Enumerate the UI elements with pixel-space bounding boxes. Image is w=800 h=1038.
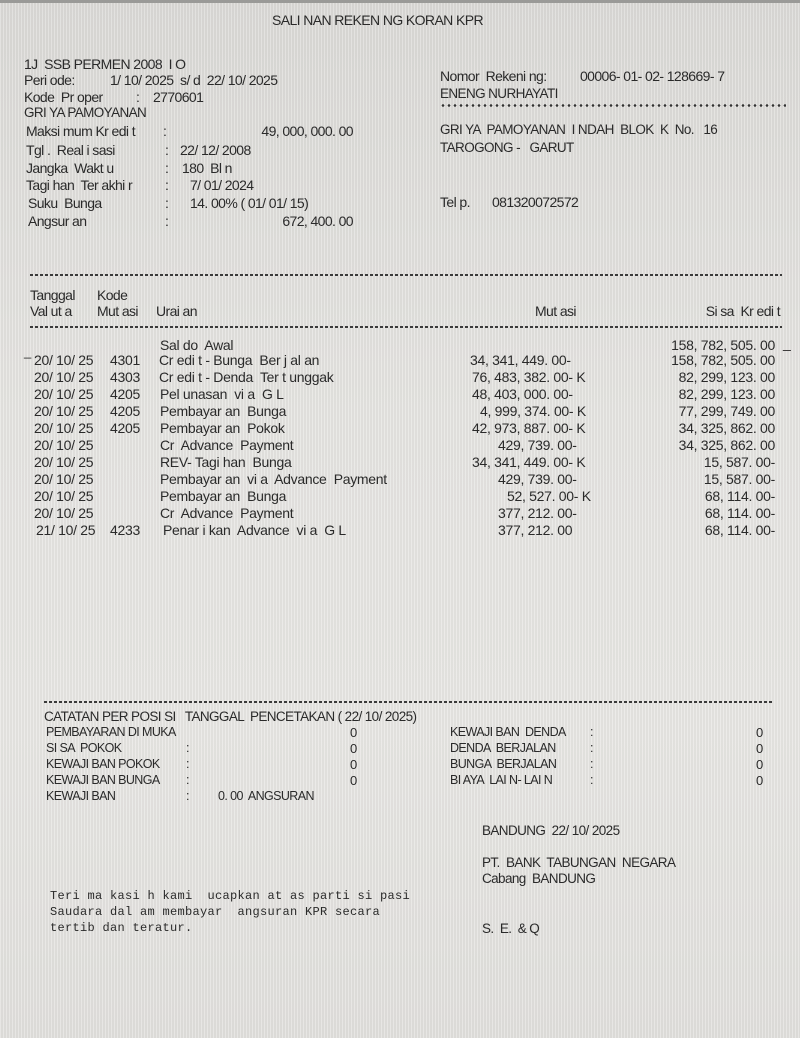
row-date: 20/ 10/ 25 (34, 369, 94, 385)
notes-separator (44, 701, 772, 703)
row-date: 20/ 10/ 25 (34, 352, 94, 368)
colon: : (186, 789, 189, 803)
note-label: SI SA POKOK (46, 741, 122, 755)
phone-value: 081320072572 (492, 194, 579, 210)
row-uraian: Pembayar an Bunga (160, 403, 287, 419)
loan-info-label: Angsur an (28, 213, 87, 229)
row-date: 20/ 10/ 25 (34, 437, 94, 453)
row-uraian: REV- Tagi han Bunga (160, 454, 292, 470)
note-label: KEWAJI BAN DENDA (450, 725, 566, 739)
row-sisa: 68, 114. 00- (704, 488, 775, 504)
row-code: 4233 (110, 522, 140, 538)
loan-info-label: Tagi han Ter akhi r (26, 177, 133, 193)
dotted-separator (440, 104, 786, 107)
header-kode: Kode (97, 287, 128, 303)
loan-info-label: Jangka Wakt u (26, 160, 114, 176)
cursor-mark: _ (24, 344, 32, 359)
header-mutasi: Mut asi (535, 303, 576, 319)
row-date: 20/ 10/ 25 (34, 505, 94, 521)
header-mutasi-code: Mut asi (97, 303, 138, 319)
row-mutasi: 377, 212. 00 (498, 522, 573, 538)
row-date: 20/ 10/ 25 (34, 454, 94, 470)
row-date: 20/ 10/ 25 (34, 386, 94, 402)
place-date: BANDUNG 22/ 10/ 2025 (482, 823, 620, 838)
table-row (0, 522, 800, 539)
row-sisa: 82, 299, 123. 00 (678, 369, 775, 385)
row-sisa: 68, 114. 00- (704, 505, 775, 521)
tagihan-terakhir-value: 7/ 01/ 2024 (190, 177, 254, 193)
row-date: 20/ 10/ 25 (34, 471, 94, 487)
notes-title: CATATAN PER POSI SI TANGGAL PENCETAKAN ( 22/ 10/ 2025) (44, 709, 417, 724)
row-mutasi: 377, 212. 00- (498, 505, 577, 521)
code-line: 1J SSB PERMEN 2008 I O (24, 56, 186, 72)
row-sisa: 158, 782, 505. 00 (671, 352, 775, 368)
address-line-2: TAROGONG - GARUT (440, 140, 574, 155)
page-top-edge (0, 0, 800, 3)
row-mutasi: 429, 739. 00- (498, 437, 577, 453)
colon: : (136, 89, 140, 105)
table-row (0, 437, 800, 454)
opening-sisa: 158, 782, 505. 00 (671, 337, 775, 353)
note-value: 0 (350, 773, 357, 788)
customer-name: ENENG NURHAYATI (440, 86, 558, 101)
table-row (0, 488, 800, 505)
colon: : (163, 123, 167, 139)
row-date: 21/ 10/ 25 (36, 522, 96, 538)
row-sisa: 34, 325, 862. 00 (678, 420, 775, 436)
thanks-line-3: tertib dan teratur. (50, 921, 193, 935)
row-uraian: Pembayar an vi a Advance Payment (160, 471, 387, 487)
note-value: 0 (756, 741, 763, 756)
note-value: 0 (756, 773, 763, 788)
table-row (0, 471, 800, 488)
row-code: 4205 (110, 386, 140, 402)
row-code: 4303 (110, 369, 140, 385)
row-sisa: 68, 114. 00- (704, 522, 775, 538)
note-value: 0 (756, 757, 763, 772)
row-code: 4205 (110, 403, 140, 419)
kewajiban-value: 0. 00 ANGSURAN (218, 789, 314, 803)
account-number-label: Nomor Rekeni ng: (440, 68, 547, 84)
row-uraian: Cr Advance Payment (160, 437, 294, 453)
cursor-mark: _ (783, 335, 791, 351)
table-row (0, 403, 800, 420)
row-date: 20/ 10/ 25 (34, 488, 94, 504)
row-code: 4205 (110, 420, 140, 436)
row-mutasi: 76, 483, 382. 00- K (472, 369, 586, 385)
kewajiban-label: KEWAJI BAN (46, 789, 116, 803)
colon: : (186, 773, 189, 787)
row-mutasi: 42, 973, 887. 00- K (472, 420, 586, 436)
row-sisa: 15, 587. 00- (703, 454, 775, 470)
row-mutasi: 48, 403, 000. 00- (472, 386, 573, 402)
row-mutasi: 34, 341, 449. 00- K (472, 454, 586, 470)
table-row (0, 386, 800, 403)
row-mutasi: 34, 341, 449. 00- (470, 352, 571, 368)
note-value: 0 (350, 725, 357, 740)
table-row (0, 352, 800, 369)
account-number-value: 00006- 01- 02- 128669- 7 (580, 68, 725, 84)
table-row (0, 505, 800, 522)
colon: : (165, 195, 169, 211)
note-value: 0 (350, 741, 357, 756)
colon: : (590, 773, 593, 787)
colon: : (165, 142, 169, 158)
row-sisa: 34, 325, 862. 00 (678, 437, 775, 453)
colon: : (165, 160, 169, 176)
row-uraian: Pembayar an Pokok (160, 420, 285, 436)
signature-initials: S. E. & Q (482, 921, 540, 936)
colon: : (165, 177, 169, 193)
row-mutasi: 429, 739. 00- (498, 471, 577, 487)
periode-label: Peri ode: (24, 72, 75, 88)
table-row (0, 369, 800, 386)
colon: : (590, 741, 593, 755)
branch-name: Cabang BANDUNG (482, 871, 596, 886)
note-label: KEWAJI BAN POKOK (46, 757, 160, 771)
row-date: 20/ 10/ 25 (34, 420, 94, 436)
row-uraian: Cr Advance Payment (160, 505, 294, 521)
project-name: GRI YA PAMOYANAN (24, 105, 147, 120)
header-sisa-kredit: Si sa Kr edi t (705, 303, 780, 319)
header-tanggal: Tanggal (30, 287, 75, 303)
table-header-separator (30, 326, 782, 328)
row-mutasi: 52, 527. 00- K (507, 488, 591, 504)
row-uraian: Cr edi t - Bunga Ber j al an (159, 352, 320, 368)
table-row (0, 454, 800, 471)
angsuran-value: 672, 400. 00 (282, 213, 353, 229)
address-line-1: GRI YA PAMOYANAN I NDAH BLOK K No. 16 (440, 122, 718, 137)
header-uraian: Urai an (156, 303, 197, 319)
phone-label: Tel p. (440, 194, 470, 210)
thanks-line-2: Saudara dal am membayar angsuran KPR secara (50, 905, 381, 919)
note-value: 0 (350, 757, 357, 772)
row-uraian: Penar i kan Advance vi a G L (163, 522, 346, 538)
loan-info-label: Suku Bunga (28, 195, 102, 211)
thanks-line-1: Teri ma kasi h kami ucapkan at as parti si pasi (50, 889, 411, 903)
opening-label: Sal do Awal (160, 337, 234, 353)
document-title: SALI NAN REKEN NG KORAN KPR (272, 12, 483, 28)
row-sisa: 77, 299, 749. 00 (678, 403, 775, 419)
loan-info-label: Maksi mum Kr edi t (26, 123, 135, 139)
row-uraian: Pembayar an Bunga (160, 488, 287, 504)
table-top-separator (30, 274, 782, 276)
colon: : (590, 757, 593, 771)
row-mutasi: 4, 999, 374. 00- K (480, 403, 586, 419)
kode-proper-label: Kode Pr oper (24, 89, 103, 105)
loan-info-label: Tgl . Real i sasi (26, 142, 115, 158)
row-uraian: Pel unasan vi a G L (160, 386, 284, 402)
row-sisa: 82, 299, 123. 00 (678, 386, 775, 402)
row-uraian: Cr edi t - Denda Ter t unggak (159, 369, 334, 385)
colon: : (186, 757, 189, 771)
maksimum-kredit-value: 49, 000, 000. 00 (261, 123, 353, 139)
tgl-realisasi-value: 22/ 12/ 2008 (180, 142, 251, 158)
row-date: 20/ 10/ 25 (34, 403, 94, 419)
colon: : (165, 213, 169, 229)
bank-name: PT. BANK TABUNGAN NEGARA (482, 855, 676, 870)
colon: : (590, 725, 593, 739)
note-label: BUNGA BERJALAN (450, 757, 557, 771)
jangka-waktu-value: 180 Bl n (182, 160, 232, 176)
note-label: BI AYA LAI N- LAI N (450, 773, 553, 787)
header-valuta: Val ut a (30, 303, 72, 319)
note-label: DENDA BERJALAN (450, 741, 556, 755)
note-label: PEMBAYARAN DI MUKA (46, 725, 176, 739)
periode-value: 1/ 10/ 2025 s/ d 22/ 10/ 2025 (110, 72, 278, 88)
colon: : (186, 741, 189, 755)
row-sisa: 15, 587. 00- (703, 471, 775, 487)
note-value: 0 (756, 725, 763, 740)
suku-bunga-value: 14. 00% ( 01/ 01/ 15) (190, 195, 309, 211)
kode-proper-value: 2770601 (153, 89, 204, 105)
row-code: 4301 (110, 352, 140, 368)
table-row (0, 420, 800, 437)
note-label: KEWAJI BAN BUNGA (46, 773, 160, 787)
